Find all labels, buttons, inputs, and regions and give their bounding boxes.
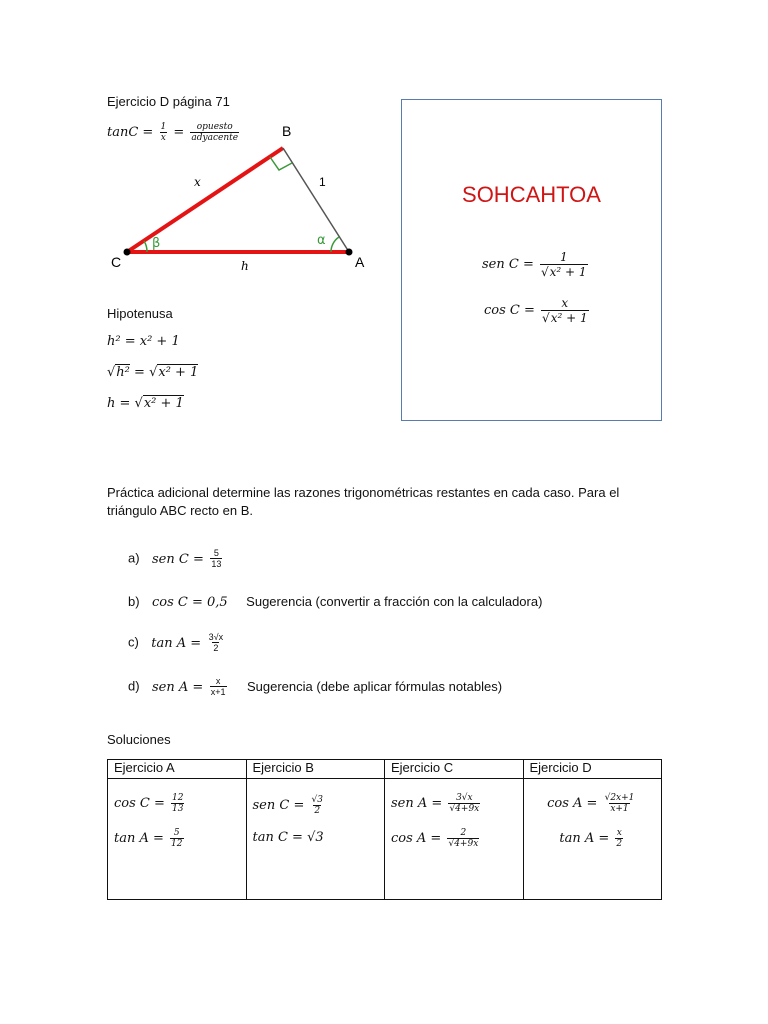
frac-num: 1 — [160, 122, 167, 132]
col-header-c: Ejercicio C — [385, 760, 524, 779]
frac-den: x+1 — [210, 687, 226, 697]
side-h-label: h — [241, 259, 249, 273]
frac-den: 12 — [171, 839, 183, 849]
frac-den: 2 — [616, 839, 623, 849]
hyp-line-2: √h² = √x² + 1 — [107, 365, 199, 380]
table-header-row — [108, 760, 662, 779]
item-lhs: sen A = — [152, 679, 204, 695]
cell-a — [108, 779, 247, 900]
vertex-b-label: B — [282, 123, 292, 139]
side-ba — [283, 148, 349, 252]
tan-lhs: tanC = — [107, 125, 154, 140]
cos-c-formula — [484, 296, 591, 325]
sol-d-line-2 — [530, 828, 656, 849]
sol-a-line-1 — [114, 793, 240, 814]
sol-lhs: cos A = — [547, 796, 598, 811]
sol-b-line-2: tan C = √3 — [252, 830, 324, 845]
h-equals: h = — [107, 396, 131, 411]
frac-den: 2 — [314, 806, 321, 816]
frac-num: x — [215, 676, 221, 686]
frac-den: 2 — [213, 643, 219, 653]
item-lhs: cos C = 0,5 — [152, 595, 228, 610]
practice-item-b — [128, 593, 542, 611]
sol-lhs: cos A = — [391, 831, 442, 846]
cell-d — [523, 779, 662, 900]
alpha-label: α — [317, 233, 326, 248]
frac-den: √x² + 1 — [542, 311, 588, 325]
sol-lhs: cos C = — [114, 796, 165, 811]
frac-num: 5 — [173, 828, 180, 838]
vertex-c-dot — [124, 249, 131, 256]
beta-label: β — [152, 236, 161, 251]
sol-lhs: sen A = — [391, 796, 443, 811]
item-hint: Sugerencia (convertir a fracción con la calculadora) — [246, 594, 543, 609]
frac-den: x — [160, 133, 166, 143]
item-lhs: sen C = — [152, 551, 204, 567]
col-header-d: Ejercicio D — [523, 760, 662, 779]
page-title: Ejercicio D página 71 — [107, 94, 230, 109]
sqrt-den: x² + 1 — [549, 265, 587, 279]
frac-num: 12 — [172, 793, 184, 803]
side-1-label: 1 — [319, 175, 326, 189]
item-hint: Sugerencia (debe aplicar fórmulas notables) — [246, 678, 503, 694]
vertex-a-dot — [346, 249, 353, 256]
col-header-b: Ejercicio B — [246, 760, 385, 779]
frac-den: 13 — [211, 559, 222, 569]
sen-lhs: sen C = — [482, 257, 534, 272]
solutions-title: Soluciones — [107, 732, 171, 747]
frac-num: 5 — [213, 548, 219, 558]
sol-b-line-1 — [253, 795, 379, 816]
frac-den: √x² + 1 — [540, 265, 587, 279]
right-angle-mark — [270, 157, 292, 170]
item-label: b) — [128, 594, 140, 609]
sol-lhs: tan A = — [559, 831, 610, 846]
cell-b — [246, 779, 385, 900]
triangle-diagram — [105, 118, 375, 278]
cos-lhs: cos C = — [484, 303, 535, 318]
frac-num: 3√x — [456, 793, 473, 803]
practice-item-c — [128, 632, 226, 653]
sol-c-line-2 — [391, 828, 517, 849]
sqrt-h2: h² — [116, 365, 130, 380]
practice-item-d — [128, 676, 502, 697]
sqrt-x2-plus-1: x² + 1 — [143, 396, 184, 411]
vertex-c-label: C — [111, 254, 122, 270]
sol-a-line-2 — [114, 828, 240, 849]
sqrt-den: x² + 1 — [550, 311, 588, 325]
hyp-line-1: h² = x² + 1 — [107, 334, 180, 349]
practice-intro: Práctica adicional determine las razones trigonométricas restantes en cada caso. Para el triángulo ABC recto en B. — [107, 485, 620, 518]
item-label: a) — [128, 550, 140, 566]
hyp-line-3: h = √x² + 1 — [107, 396, 184, 411]
vertex-a-label: A — [355, 254, 365, 270]
frac-num: opuesto — [196, 122, 233, 132]
sqrt-x2-plus-1: x² + 1 — [158, 365, 199, 380]
sol-d-line-1 — [530, 793, 656, 814]
sol-lhs: sen C = — [252, 798, 305, 813]
col-header-a: Ejercicio A — [108, 760, 247, 779]
sohcahtoa-box — [401, 99, 662, 421]
frac-num: 3√x — [208, 632, 224, 642]
solutions-table — [107, 759, 662, 900]
frac-den: x+1 — [610, 804, 629, 814]
item-label: c) — [128, 634, 139, 650]
frac-num: √3 — [311, 795, 323, 805]
frac-num: 1 — [559, 250, 568, 264]
item-label: d) — [128, 678, 140, 694]
sohcahtoa-title: SOHCAHTOA — [462, 182, 601, 207]
equals-sign: = — [173, 125, 185, 140]
hyp-title: Hipotenusa — [107, 306, 173, 321]
frac-den: 13 — [172, 804, 184, 814]
item-lhs: tan A = — [151, 635, 202, 651]
table-row — [108, 779, 662, 900]
side-x-label: x — [194, 175, 201, 189]
frac-den: √4+9x — [449, 804, 480, 814]
practice-item-a — [128, 548, 224, 569]
frac-den: adyacente — [191, 133, 239, 143]
frac-num: √2x+1 — [604, 793, 635, 803]
frac-num: 2 — [460, 828, 467, 838]
sen-c-formula — [482, 250, 590, 279]
sol-c-line-1 — [391, 793, 517, 814]
frac-den: √4+9x — [448, 839, 479, 849]
cell-c — [385, 779, 524, 900]
sol-lhs: tan A = — [114, 831, 164, 846]
alpha-arc — [331, 237, 339, 252]
side-cb — [127, 148, 283, 252]
frac-num: x — [616, 828, 622, 838]
frac-num: x — [561, 296, 569, 310]
